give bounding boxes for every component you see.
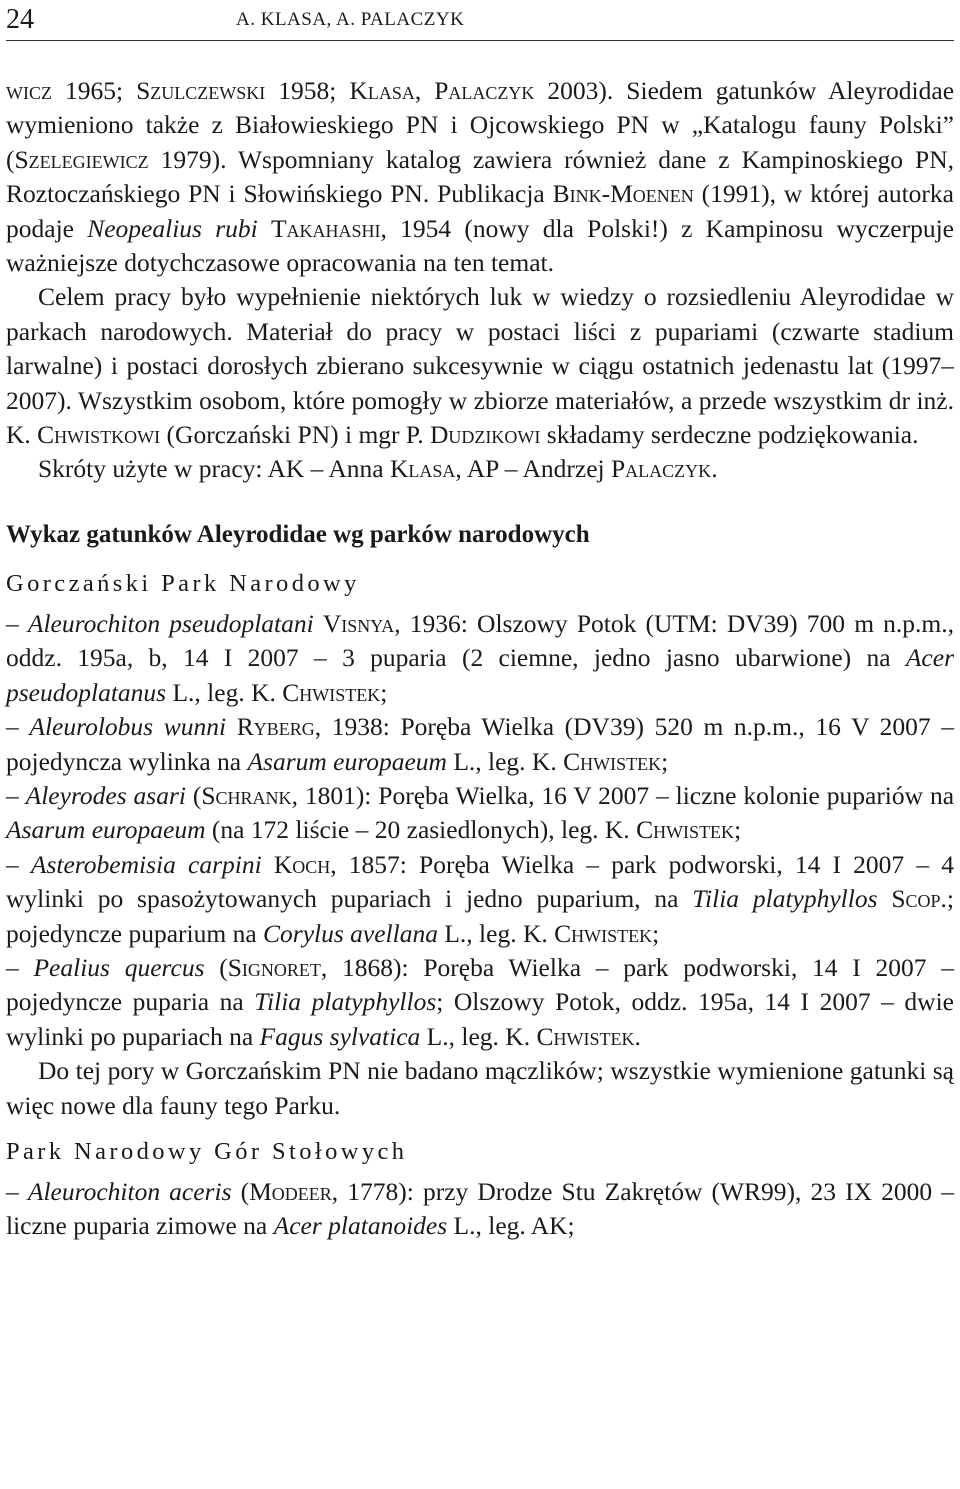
small-caps-name: Palaczyk bbox=[434, 76, 535, 105]
running-head: A. KLASA, A. PALACZYK bbox=[236, 9, 465, 30]
species-entry: – Aleurochiton aceris (Modeer, 1778): przy Drodze Stu Zakrętów (WR99), 23 IX 2000 – liczne puparia zimowe na Acer platanoides L., leg. AK; bbox=[6, 1176, 955, 1241]
small-caps-name: Modeer bbox=[249, 1176, 332, 1206]
small-caps-name: Scop. bbox=[891, 884, 947, 914]
small-caps-name: Chwistek bbox=[636, 815, 735, 845]
small-caps-name: Klasa bbox=[389, 454, 456, 484]
italic-text: Aleyrodes asari bbox=[25, 780, 186, 810]
italic-text: Asterobemisia carpini bbox=[30, 849, 262, 879]
species-list-gory-stolowe bbox=[6, 1175, 954, 1244]
italic-text: Asarum europaeum bbox=[247, 746, 447, 776]
italic-text: Corylus avellana bbox=[263, 918, 438, 948]
small-caps-name: Palaczyk bbox=[611, 454, 712, 484]
small-caps-name: Chwistek bbox=[563, 746, 662, 776]
park-title-gory-stolowe: Park Narodowy Gór Stołowych bbox=[6, 1137, 408, 1165]
small-caps-name: Chwistkowi bbox=[37, 420, 161, 450]
paragraph-abbreviations: Skróty użyte w pracy: AK – Anna Klasa, AP – Andrzej Palaczyk. bbox=[38, 454, 718, 484]
page-number: 24 bbox=[6, 4, 34, 35]
small-caps-name: Chwistek bbox=[536, 1021, 635, 1051]
italic-text: Tilia platyphyllos bbox=[254, 987, 437, 1017]
species-entry: – Aleurolobus wunni Ryberg, 1938: Poręba Wielka (DV39) 520 m n.p.m., 16 V 2007 – pojedyncza wylinka na Asarum europaeum L., leg. K. Chwistek; bbox=[6, 712, 955, 776]
species-list-gorczanski bbox=[6, 607, 954, 1054]
small-caps-name: Chwistek bbox=[282, 677, 381, 707]
small-caps-name: Visnya bbox=[322, 608, 395, 638]
italic-text: Aleurochiton aceris bbox=[27, 1176, 232, 1206]
small-caps-name: Koch bbox=[273, 849, 331, 879]
small-caps-name: Takahashi bbox=[270, 213, 381, 243]
page-header bbox=[6, 0, 954, 41]
italic-text: Pealius quercus bbox=[33, 952, 205, 982]
small-caps-name: wicz bbox=[6, 76, 52, 105]
paragraph-gorczanski-note: Do tej pory w Gorczańskim PN nie badano mączlików; wszystkie wymienione gatunki są więc nowe dla fauny tego Parku. bbox=[6, 1056, 954, 1120]
small-caps-name: Szelegiewicz bbox=[14, 144, 149, 174]
paragraph-intro: wicz 1965; Szulczewski 1958; Klasa, Palaczyk 2003). Siedem gatunków Aleyrodidae wymieniono także z Białowieskiego PN i Ojcowskiego PN w „Katalogu fauny Polski” (Szelegiewicz 1979). Wspomniany katalog zawiera również dane z Kampinoskiego PN, Roztoczańskiego PN i Słowińskiego PN. Publikacja Bink-Moenen (1991), w której autorka podaje Neopealius rubi Takahashi, 1954 (nowy dla Polski!) z Kampinosu wyczerpuje ważniejsze dotychczasowe opracowania na ten temat. bbox=[6, 76, 955, 278]
paragraph-aim: Celem pracy było wypełnienie niektórych luk w wiedzy o rozsiedleniu Aleyrodidae w parkach narodowych. Materiał do pracy w postaci liści z pupariami (czwarte stadium larwalne) i postaci dorosłych zbierano sukcesywnie w ciągu ostatnich jedenastu lat (1997–2007). Wszystkim osobom, które pomogły w zbiorze materiałów, a przede wszystkim dr inż. K. Chwistkowi (Gorczański PN) i mgr P. Dudzikowi składamy serdeczne podziękowania. bbox=[6, 282, 954, 450]
small-caps-name: Bink-Moenen bbox=[552, 179, 694, 209]
park-title-gorczanski: Gorczański Park Narodowy bbox=[6, 569, 360, 597]
small-caps-name: Ryberg bbox=[236, 712, 315, 742]
small-caps-name: Schrank bbox=[201, 780, 292, 810]
italic-text: Acer pseudoplatanus bbox=[6, 643, 954, 707]
italic-text: Aleurochiton pseudoplatani bbox=[27, 608, 314, 638]
small-caps-name: Chwistek bbox=[554, 918, 653, 948]
italic-text: Neopealius rubi bbox=[87, 213, 258, 243]
italic-text: Acer platanoides bbox=[273, 1211, 448, 1241]
species-entry: – Aleurochiton pseudoplatani Visnya, 1936: Olszowy Potok (UTM: DV39) 700 m n.p.m., oddz. 195a, b, 14 I 2007 – 3 puparia (2 ciemne, jedno jasno ubarwione) na Acer pseudoplatanus L., leg. K. Chwistek; bbox=[6, 608, 954, 707]
species-entry: – Pealius quercus (Signoret, 1868): Poręba Wielka – park podworski, 14 I 2007 – pojedyncze puparia na Tilia platyphyllos; Olszowy Potok, oddz. 195a, 14 I 2007 – dwie wylinki po pupariach na Fagus sylvatica L., leg. K. Chwistek. bbox=[6, 952, 954, 1051]
italic-text: Aleurolobus wunni bbox=[29, 712, 227, 742]
small-caps-name: Signoret bbox=[227, 952, 321, 982]
small-caps-name: Szulczewski bbox=[136, 76, 266, 105]
italic-text: Asarum europaeum bbox=[6, 815, 206, 845]
italic-text: Fagus sylvatica bbox=[259, 1021, 421, 1051]
small-caps-name: Klasa bbox=[349, 76, 415, 105]
italic-text: Tilia platyphyllos bbox=[692, 884, 878, 914]
main-text bbox=[6, 74, 954, 1244]
species-entry: – Asterobemisia carpini Koch, 1857: Poręba Wielka – park podworski, 14 I 2007 – 4 wylinki po spasożytowanych pupariach i jedno puparium, na Tilia platyphyllos Scop.; pojedyncze puparium na Corylus avellana L., leg. K. Chwistek; bbox=[6, 849, 955, 948]
small-caps-name: Dudzikowi bbox=[430, 420, 541, 450]
species-entry: – Aleyrodes asari (Schrank, 1801): Poręba Wielka, 16 V 2007 – liczne kolonie pupariów na Asarum europaeum (na 172 liście – 20 zasiedlonych), leg. K. Chwistek; bbox=[6, 780, 955, 845]
section-heading: Wykaz gatunków Aleyrodidae wg parków narodowych bbox=[6, 520, 590, 548]
